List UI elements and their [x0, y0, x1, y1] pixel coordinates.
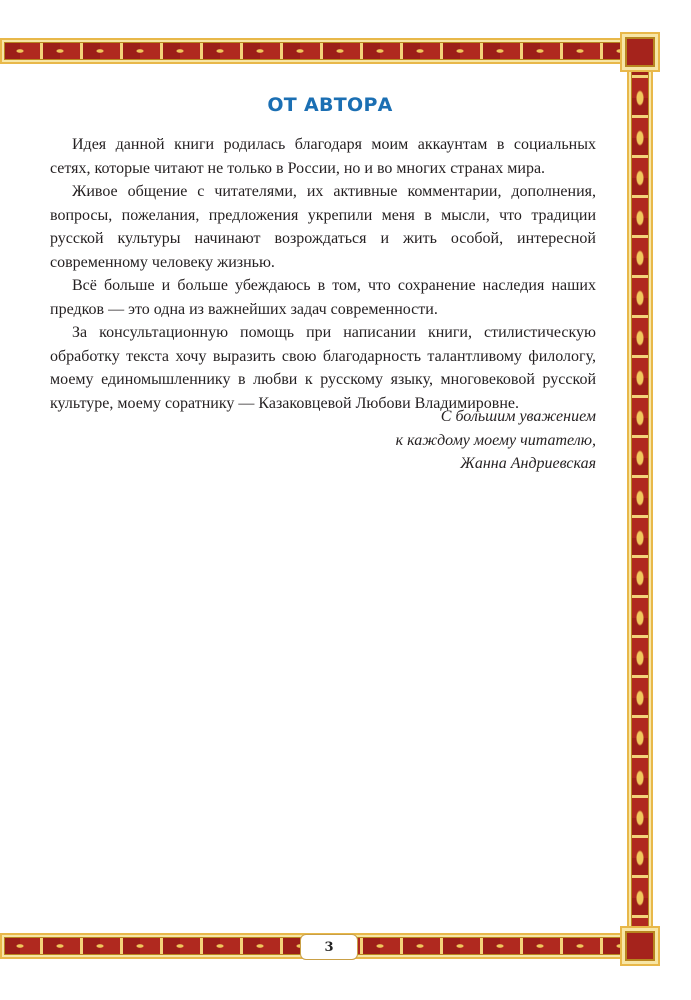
ornamental-border-top: [0, 38, 653, 64]
paragraph-3: Всё больше и больше убеждаюсь в том, что сохранение наследия наших предков — это одна из важнейших задач современности.: [50, 277, 596, 318]
page-number: 3: [300, 934, 358, 960]
page-title: ОТ АВТОРА: [267, 94, 393, 116]
ornamental-corner-bottom-right: [620, 926, 660, 966]
ornamental-corner-top-right: [620, 32, 660, 72]
body-text: [50, 133, 596, 415]
paragraph-1: Идея данной книги родилась благодаря моим аккаунтам в социальных сетях, которые читают не только в России, но и во многих странах мира.: [50, 136, 596, 177]
ornamental-border-right: [627, 38, 653, 959]
signature-line-2: к каждому моему читателю,: [395, 431, 596, 449]
signature-block: [300, 405, 596, 476]
paragraph-4: За консультационную помощь при написании книги, стилистическую обработку текста хочу выразить свою благодарность талантливому филологу, моему единомышленнику в любви к русскому языку, многовековой русской культуре, моему соратнику — Казаковцевой Любови Владимировне.: [50, 324, 596, 412]
signature-author: Жанна Андриевская: [460, 455, 596, 472]
signature-line-1: С большим уважением: [440, 408, 596, 425]
paragraph-2: Живое общение с читателями, их активные комментарии, дополнения, вопросы, пожелания, предложения укрепили меня в мысли, что традиции русской культуры начинают возрождаться и жить особой, интересной современному человеку жизнью.: [50, 183, 596, 271]
